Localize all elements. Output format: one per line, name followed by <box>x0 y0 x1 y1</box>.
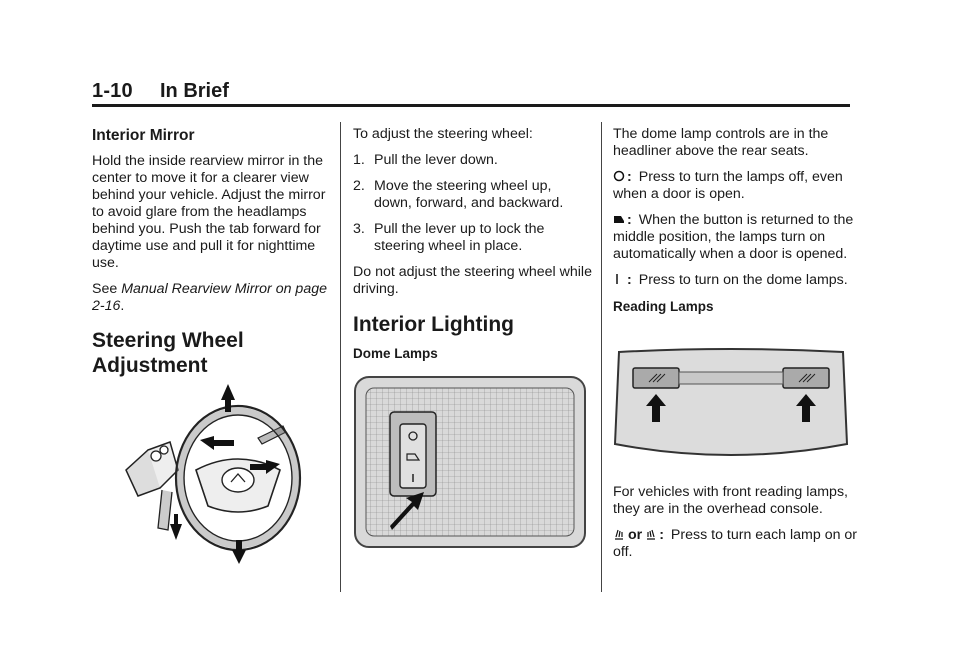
reference-link[interactable]: Manual Rearview Mirror on page 2-16 <box>92 281 327 314</box>
subheading-dome-lamps: Dome Lamps <box>353 346 438 361</box>
front-reading-text: For vehicles with front reading lamps, they are in the overhead console. <box>613 484 848 517</box>
steering-wheel-illustration <box>118 378 308 568</box>
see-reference <box>92 281 332 315</box>
door-icon <box>613 212 625 226</box>
mirror-paragraph: Hold the inside rearview mirror in the center to move it for a clearer view behind your vehicle. Adjust the mirror to avoid glare from the headlamps behind you. Push the tab forward for daytime use and pull it for nighttime use. <box>92 153 326 271</box>
dome-on-item: : Press to turn on the dome lamps. <box>613 272 858 289</box>
warning-paragraph: Do not adjust the steering wheel while driving. <box>353 264 592 297</box>
lamp-on-icon <box>613 272 625 286</box>
dome-lamp-illustration <box>352 374 588 550</box>
column-3 <box>613 126 858 323</box>
header-rule <box>92 104 850 107</box>
dome-off-text: Press to turn the lamps off, even when a door is open. <box>613 169 843 202</box>
dome-door-text: When the button is returned to the middle position, the lamps turn on automatically when a door is opened. <box>613 212 854 262</box>
step-number: 1. <box>353 152 365 168</box>
see-prefix: See <box>92 281 122 297</box>
list-item <box>353 152 593 169</box>
reading-each-text: Press to turn each lamp on or off. <box>613 527 858 560</box>
lamp-off-icon <box>613 169 625 183</box>
subheading-reading-lamps: Reading Lamps <box>613 299 714 314</box>
column-divider <box>601 122 602 592</box>
heading-steering-wheel: Steering Wheel Adjustment <box>92 329 244 377</box>
reading-lamp-illustration <box>613 344 849 468</box>
heading-interior-mirror: Interior Mirror <box>92 127 195 144</box>
dome-on-text: Press to turn on the dome lamps. <box>638 272 848 288</box>
dome-door-item: : When the button is returned to the middle position, the lamps turn on automatically when a door is opened. <box>613 212 854 262</box>
adjust-intro: To adjust the steering wheel: <box>353 126 533 142</box>
list-item <box>353 178 593 212</box>
column-3-bottom <box>613 484 858 570</box>
page-header <box>92 80 850 106</box>
heading-interior-lighting: Interior Lighting <box>353 313 514 336</box>
or-word: or <box>628 527 643 543</box>
section-title: In Brief <box>160 80 229 102</box>
reading-lamp-right-icon <box>645 527 657 541</box>
adjust-steps-list <box>353 152 593 255</box>
reading-lamp-left-icon <box>613 527 625 541</box>
see-suffix: . <box>120 298 125 314</box>
column-1 <box>92 126 332 386</box>
step-text: Pull the lever down. <box>374 152 498 168</box>
list-item <box>353 221 593 255</box>
step-text: Move the steering wheel up, down, forward, and backward. <box>374 178 564 211</box>
dome-off-item: : Press to turn the lamps off, even when a door is open. <box>613 169 843 202</box>
dome-intro: The dome lamp controls are in the headliner above the rear seats. <box>613 126 829 159</box>
column-divider <box>340 122 341 592</box>
reading-lamp-item: or : Press to turn each lamp on or off. <box>613 527 858 560</box>
step-number: 2. <box>353 178 365 194</box>
page-number: 1-10 <box>92 80 133 102</box>
step-number: 3. <box>353 221 365 237</box>
column-2 <box>353 126 593 370</box>
step-text: Pull the lever up to lock the steering wheel in place. <box>374 221 545 254</box>
